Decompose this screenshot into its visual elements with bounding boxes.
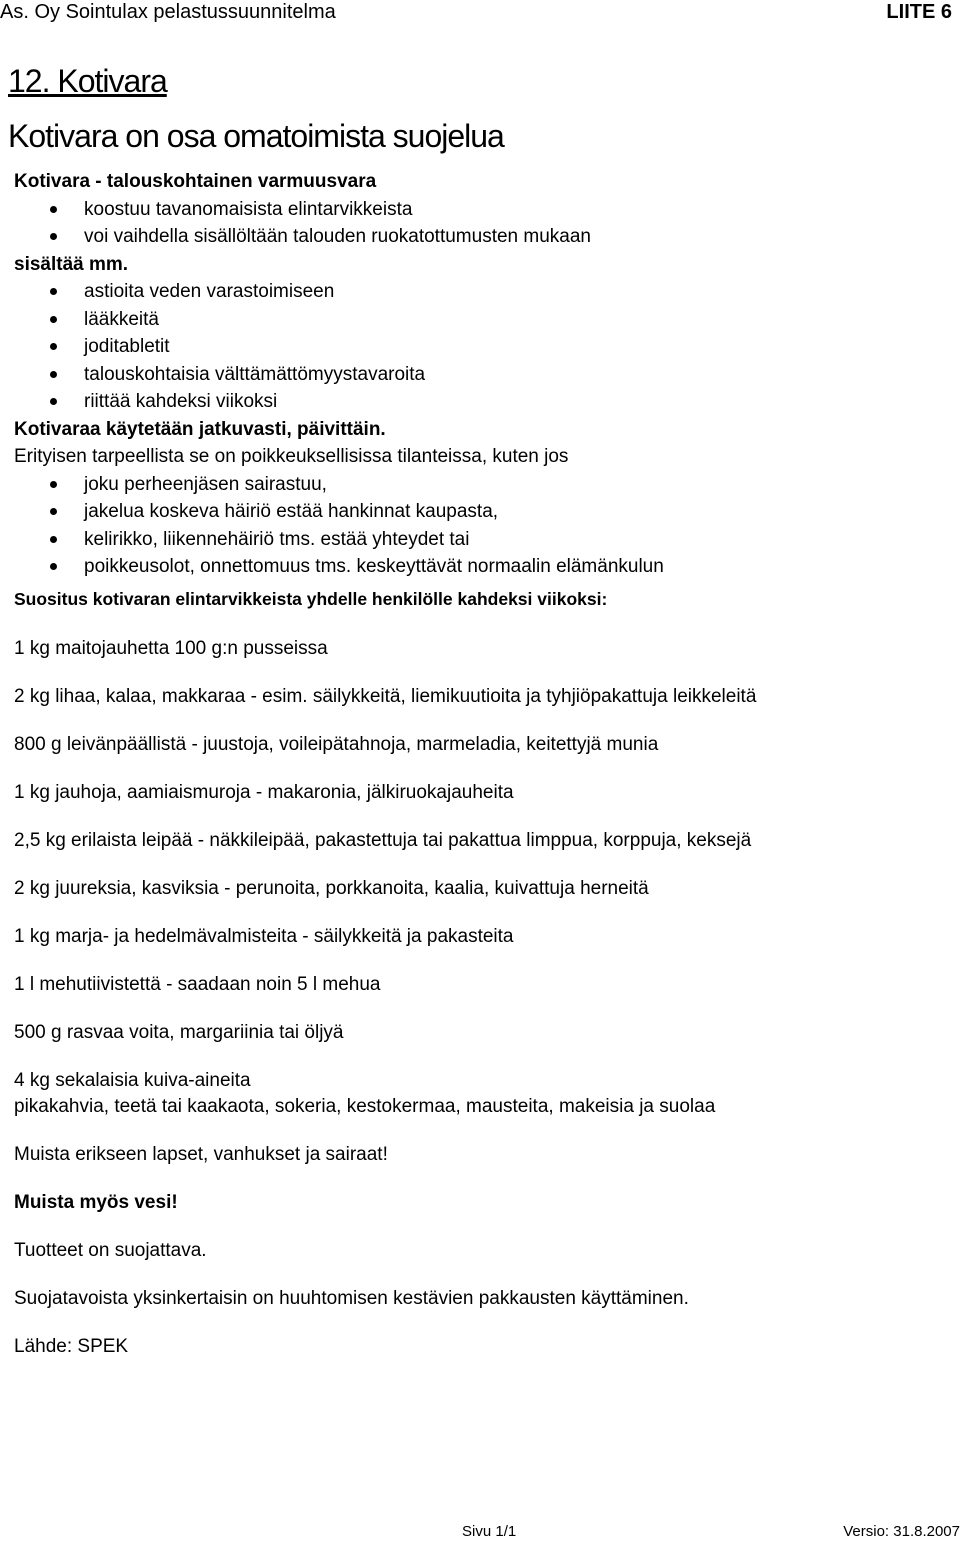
bullet-icon xyxy=(50,536,57,543)
bullet-item: jakelua koskeva häiriö estää hankinnat kaupasta, xyxy=(14,498,944,526)
bullet-icon xyxy=(50,398,57,405)
bullet-icon xyxy=(50,563,57,570)
bullet-item: riittää kahdeksi viikoksi xyxy=(14,388,944,416)
bullet-item: voi vaihdella sisällöltään talouden ruokatottumusten mukaan xyxy=(14,223,944,251)
recommendation-item: 2 kg lihaa, kalaa, makkaraa - esim. säilykkeitä, liemikuutioita ja tyhjiöpakattuja leikkeleitä xyxy=(14,686,757,707)
page-number: Sivu 1/1 xyxy=(462,1523,517,1540)
recommendation-item: 1 kg maitojauhetta 100 g:n pusseissa xyxy=(14,638,328,659)
bullet-item: joku perheenjäsen sairastuu, xyxy=(14,471,944,499)
bullet-icon xyxy=(50,481,57,488)
reminder-water: Muista myös vesi! xyxy=(14,1192,178,1213)
protection-method-note: Suojatavoista yksinkertaisin on huuhtomisen kestävien pakkausten käyttäminen. xyxy=(14,1288,689,1309)
bullet-item: kelirikko, liikennehäiriö tms. estää yhteydet tai xyxy=(14,526,944,554)
recommendation-item: 4 kg sekalaisia kuiva-aineita xyxy=(14,1070,251,1091)
bullet-icon xyxy=(50,371,57,378)
bullet-icon xyxy=(50,343,57,350)
recommendation-section xyxy=(14,584,944,1360)
definition-bullet-list xyxy=(14,196,944,251)
section-subheading: Kotivara on osa omatoimista suojelua xyxy=(8,118,504,154)
source-note: Lähde: SPEK xyxy=(14,1336,129,1357)
bullet-icon xyxy=(50,508,57,515)
recommendation-item: 2 kg juureksia, kasviksia - perunoita, porkkanoita, kaalia, kuivattuja herneitä xyxy=(14,878,649,899)
bullet-item: joditabletit xyxy=(14,333,944,361)
bullet-icon xyxy=(50,316,57,323)
special-situations-list xyxy=(14,471,944,581)
recommendation-item: 1 kg marja- ja hedelmävalmisteita - säilykkeitä ja pakasteita xyxy=(14,926,514,947)
recommendation-item: 2,5 kg erilaista leipää - näkkileipää, pakastettuja tai pakattua limppua, korppuja, keksejä xyxy=(14,830,752,851)
usage-statement: Kotivaraa käytetään jatkuvasti, päivittäin. xyxy=(14,418,386,440)
bullet-item: lääkkeitä xyxy=(14,306,944,334)
bullet-item: astioita veden varastoimiseen xyxy=(14,278,944,306)
contents-bullet-list xyxy=(14,278,944,416)
protection-note: Tuotteet on suojattava. xyxy=(14,1240,207,1261)
recommendation-item: 800 g leivänpäällistä - juustoja, voileipätahnoja, marmeladia, keitettyjä munia xyxy=(14,734,659,755)
section-heading: 12. Kotivara xyxy=(8,63,167,99)
kotivara-definition-title: Kotivara - talouskohtainen varmuusvara xyxy=(14,171,377,192)
bullet-icon xyxy=(50,206,57,213)
recommendation-title: Suositus kotivaran elintarvikkeista yhdelle henkilölle kahdeksi viikoksi: xyxy=(14,589,608,609)
recommendation-item: 500 g rasvaa voita, margariinia tai öljyä xyxy=(14,1022,344,1043)
intro-content xyxy=(14,168,944,581)
recommendation-item: 1 l mehutiivistettä - saadaan noin 5 l mehua xyxy=(14,974,381,995)
appendix-label: LIITE 6 xyxy=(886,1,952,23)
bullet-item: poikkeusolot, onnettomuus tms. keskeyttävät normaalin elämänkulun xyxy=(14,553,944,581)
reminder-children: Muista erikseen lapset, vanhukset ja sairaat! xyxy=(14,1144,388,1165)
contents-title: sisältää mm. xyxy=(14,253,129,275)
document-header-title: As. Oy Sointulax pelastussuunnitelma xyxy=(0,1,336,23)
special-situations-intro: Erityisen tarpeellista se on poikkeuksellisissa tilanteissa, kuten jos xyxy=(14,446,569,467)
recommendation-item: 1 kg jauhoja, aamiaismuroja - makaronia, jälkiruokajauheita xyxy=(14,782,514,803)
bullet-icon xyxy=(50,233,57,240)
version-label: Versio: 31.8.2007 xyxy=(843,1523,960,1540)
bullet-item: talouskohtaisia välttämättömyystavaroita xyxy=(14,361,944,389)
bullet-icon xyxy=(50,288,57,295)
bullet-item: koostuu tavanomaisista elintarvikkeista xyxy=(14,196,944,224)
recommendation-item: pikakahvia, teetä tai kaakaota, sokeria, kestokermaa, mausteita, makeisia ja suolaa xyxy=(14,1096,716,1117)
